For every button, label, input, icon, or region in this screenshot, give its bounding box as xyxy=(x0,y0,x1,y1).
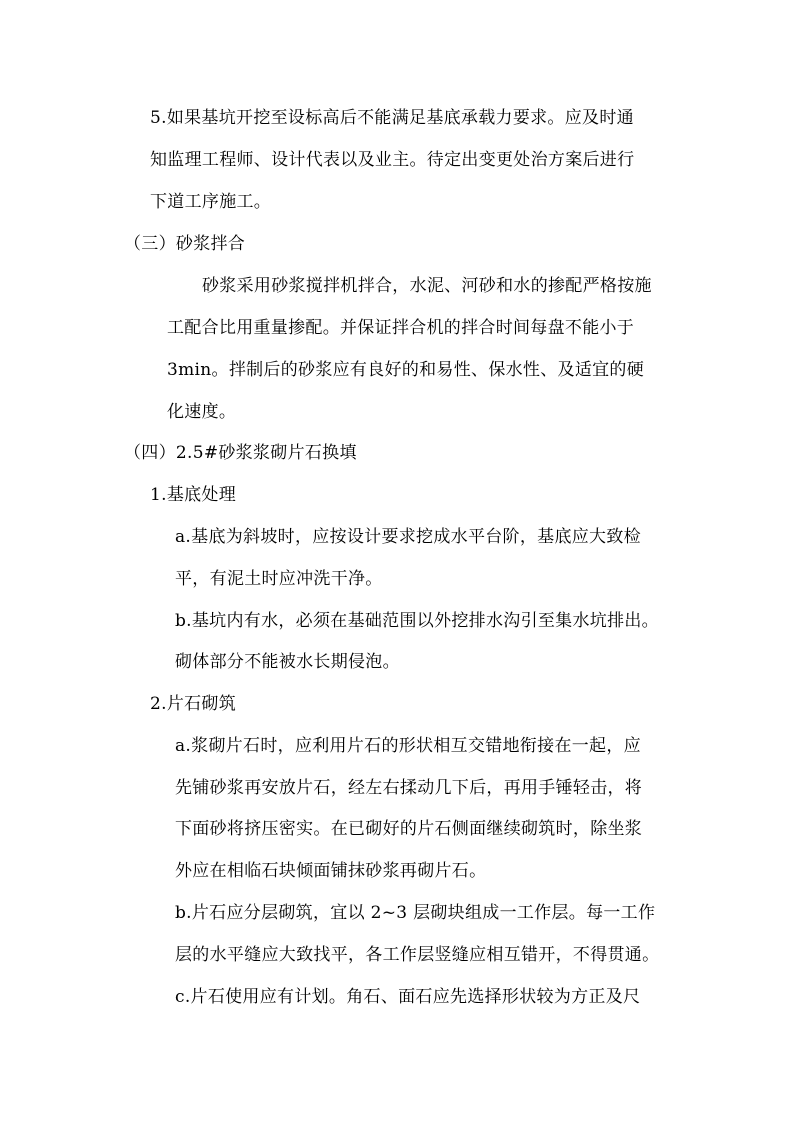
item5-line1: 5.如果基坑开挖至设标高后不能满足基底承载力要求。应及时通 xyxy=(150,108,634,128)
sub2-a-line3: 下面砂将挤压密实。在已砌好的片石侧面继续砌筑时，除坐浆 xyxy=(175,819,643,839)
section3-heading: （三）砂浆拌合 xyxy=(124,234,246,254)
sub1-b-line1: b.基坑内有水，必须在基础范围以外挖排水沟引至集水坑排出。 xyxy=(175,611,659,631)
sub1-a-line2: 平，有泥土时应冲洗干净。 xyxy=(175,569,383,589)
section4-heading: （四）2.5#砂浆浆砌片石换填 xyxy=(124,443,357,463)
sub1-b-line2: 砌体部分不能被水长期侵泡。 xyxy=(175,652,400,672)
section3-line1: 砂浆采用砂浆搅拌机拌合，水泥、河砂和水的掺配严格按施 xyxy=(202,276,652,296)
sub1-a-line1: a.基底为斜坡时，应按设计要求挖成水平台阶，基底应大致检 xyxy=(175,527,641,547)
section3-line4: 化速度。 xyxy=(167,402,237,422)
sub2-a-line1: a.浆砌片石时，应利用片石的形状相互交错地衔接在一起，应 xyxy=(175,736,641,756)
sub2-c-line1: c.片石使用应有计划。角石、面石应先选择形状较为方正及尺 xyxy=(175,987,641,1007)
section3-line3: 3min。拌制后的砂浆应有良好的和易性、保水性、及适宜的硬 xyxy=(167,360,645,380)
sub2-a-line4: 外应在相临石块倾面铺抹砂浆再砌片石。 xyxy=(175,861,487,881)
sub2-b-line1: b.片石应分层砌筑，宜以 2~3 层砌块组成一工作层。每一工作 xyxy=(175,903,656,923)
item5-line3: 下道工序施工。 xyxy=(150,192,272,212)
sub2-a-line2: 先铺砂浆再安放片石，经左右揉动几下后，再用手锤轻击，将 xyxy=(175,778,643,798)
section3-line2: 工配合比用重量掺配。并保证拌合机的拌合时间每盘不能小于 xyxy=(167,318,635,338)
item5-line2: 知监理工程师、设计代表以及业主。待定出变更处治方案后进行 xyxy=(150,150,635,170)
sub1-title: 1.基底处理 xyxy=(150,485,237,505)
sub2-title: 2.片石砌筑 xyxy=(150,694,237,714)
sub2-b-line2: 层的水平缝应大致找平，各工作层竖缝应相互错开，不得贯通。 xyxy=(175,945,660,965)
